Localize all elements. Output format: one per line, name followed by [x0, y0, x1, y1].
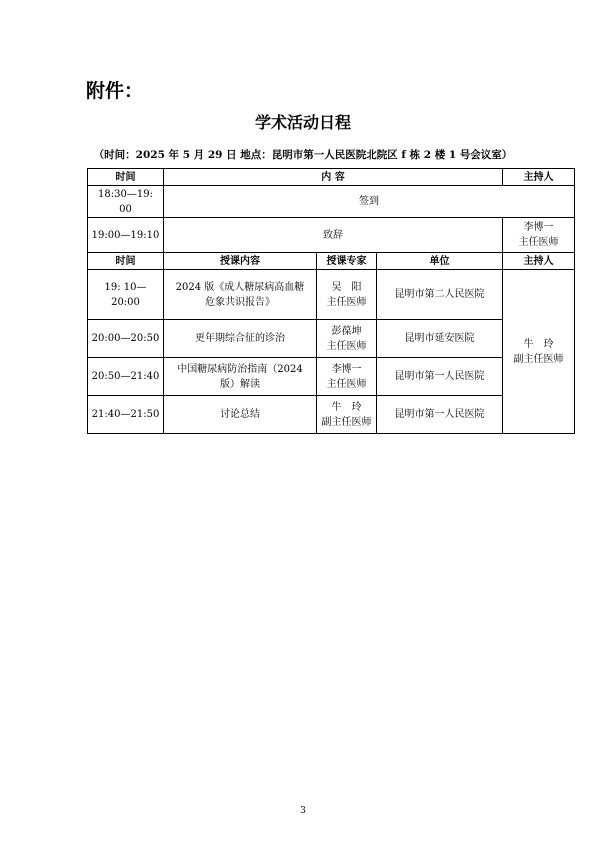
page-number: 3 [300, 806, 306, 816]
session-unit: 昆明市第二人民医院 [377, 270, 503, 320]
session-topic: 更年期综合征的诊治 [164, 320, 317, 358]
subheader-time: 时间 [88, 253, 164, 270]
session-expert-name: 李博一 [331, 363, 362, 375]
session-topic [164, 270, 317, 320]
signin-time: 18:30—19: 00 [88, 186, 164, 218]
attachment-heading: 附件： [86, 80, 144, 102]
session-unit: 昆明市延安医院 [377, 320, 503, 358]
subheader-topic: 授课内容 [164, 253, 317, 270]
session-expert [317, 270, 377, 320]
session-topic-line2: 版）解读 [220, 378, 260, 390]
table-row [88, 320, 575, 358]
session-expert-name: 吴 阳 [331, 281, 362, 293]
table-row [88, 186, 575, 218]
subheader-expert: 授课专家 [317, 253, 377, 270]
session-time: 21:40—21:50 [88, 396, 164, 434]
schedule-table [87, 168, 575, 434]
speech-content: 致辞 [164, 218, 503, 253]
table-row [88, 396, 575, 434]
page-title: 学术活动日程 [254, 113, 351, 132]
session-topic-line1: 中国糖尿病防治指南（2024 [177, 363, 303, 375]
session-topic-line1: 2024 版《成人糖尿病高血糖 [175, 281, 305, 293]
session-expert-title: 主任医师 [326, 296, 367, 308]
speech-host-title: 主任医师 [518, 237, 559, 248]
session-expert-name: 彭葆坤 [331, 325, 362, 337]
session-host [503, 270, 575, 434]
session-unit: 昆明市第一人民医院 [377, 358, 503, 396]
table-subheader-row [88, 253, 575, 270]
speech-host-name: 李博一 [523, 222, 554, 233]
subheader-host: 主持人 [503, 253, 575, 270]
signin-content: 签到 [164, 186, 575, 218]
table-header-row [88, 169, 575, 186]
session-expert [317, 396, 377, 434]
session-unit: 昆明市第一人民医院 [377, 396, 503, 434]
session-time: 20:00—20:50 [88, 320, 164, 358]
table-row [88, 358, 575, 396]
session-time: 20:50—21:40 [88, 358, 164, 396]
session-time: 19: 10—20:00 [88, 270, 164, 320]
session-topic-line2: 危象共识报告》 [205, 296, 275, 308]
session-expert-name: 牛 玲 [331, 401, 362, 413]
header-host: 主持人 [503, 169, 575, 186]
session-expert-title: 主任医师 [326, 340, 367, 352]
table-row [88, 218, 575, 253]
speech-time: 19:00—19:10 [88, 218, 164, 253]
subheader-unit: 单位 [377, 253, 503, 270]
header-time: 时间 [88, 169, 164, 186]
session-topic: 讨论总结 [164, 396, 317, 434]
session-expert [317, 320, 377, 358]
table-row [88, 270, 575, 320]
session-topic [164, 358, 317, 396]
subtitle-time-location: （时间：2025 年 5 月 29 日 地点：昆明市第一人民医院北院区 f 栋 2 楼 1 号会议室） [93, 149, 513, 161]
session-host-name: 牛 玲 [523, 338, 554, 350]
session-expert-title: 主任医师 [326, 378, 367, 390]
session-expert [317, 358, 377, 396]
header-content: 内 容 [164, 169, 503, 186]
speech-host [503, 218, 575, 253]
session-host-title: 副主任医师 [513, 353, 564, 365]
session-expert-title: 副主任医师 [321, 416, 372, 428]
